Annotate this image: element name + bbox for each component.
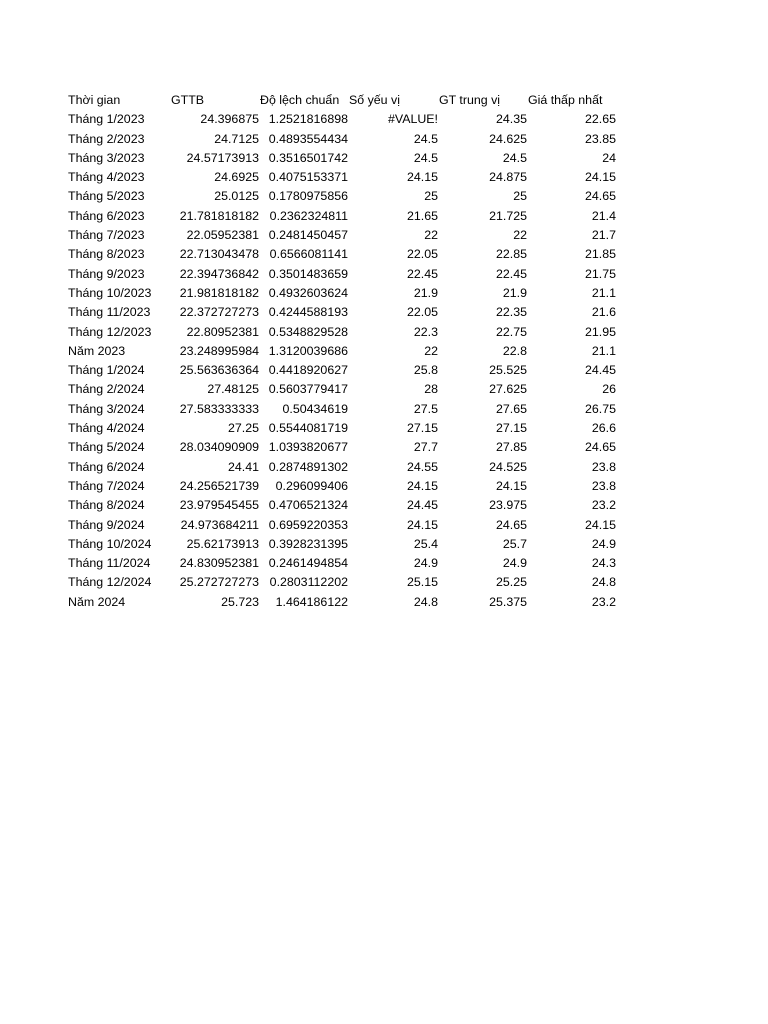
table-row bbox=[68, 400, 617, 419]
median-cell: 25.25 bbox=[495, 575, 527, 590]
std-dev-cell: 0.50434619 bbox=[282, 401, 348, 416]
mean-cell: 25.563636364 bbox=[179, 363, 259, 378]
mean-cell: 22.394736842 bbox=[179, 266, 259, 281]
time-cell: Tháng 8/2023 bbox=[68, 247, 145, 262]
mode-cell: 22.05 bbox=[406, 247, 438, 262]
time-cell: Tháng 4/2023 bbox=[68, 170, 145, 185]
table-row bbox=[68, 149, 617, 168]
std-dev-cell: 0.5603779417 bbox=[268, 382, 348, 397]
time-cell: Tháng 5/2024 bbox=[68, 440, 145, 455]
median-cell: 22.8 bbox=[502, 343, 527, 358]
statistics-table bbox=[68, 91, 617, 612]
mean-cell: 24.830952381 bbox=[179, 556, 259, 571]
time-cell: Tháng 6/2024 bbox=[68, 459, 145, 474]
mode-cell: 22.05 bbox=[406, 305, 438, 320]
std-dev-cell: 1.464186122 bbox=[275, 594, 348, 609]
std-dev-cell: 0.6959220353 bbox=[268, 517, 348, 532]
min-price-cell: 24.65 bbox=[584, 440, 616, 455]
min-price-cell: 24.65 bbox=[584, 189, 616, 204]
median-cell: 25.375 bbox=[489, 594, 527, 609]
table-row bbox=[68, 303, 617, 322]
time-cell: Tháng 2/2024 bbox=[68, 382, 145, 397]
mode-cell: 22 bbox=[424, 228, 438, 243]
header-median: GT trung vị bbox=[439, 93, 501, 107]
median-cell: 27.65 bbox=[495, 401, 527, 416]
median-cell: 21.9 bbox=[502, 285, 527, 300]
table-row bbox=[68, 187, 617, 206]
time-cell: Năm 2023 bbox=[68, 343, 126, 358]
table-row bbox=[68, 245, 617, 264]
mode-cell: #VALUE! bbox=[387, 112, 438, 127]
table-row bbox=[68, 130, 617, 149]
mean-cell: 25.0125 bbox=[214, 189, 259, 204]
mean-cell: 24.7125 bbox=[214, 131, 259, 146]
std-dev-cell: 1.2521816898 bbox=[268, 112, 348, 127]
min-price-cell: 26.75 bbox=[584, 401, 616, 416]
min-price-cell: 23.8 bbox=[591, 478, 616, 493]
header-row bbox=[68, 91, 617, 110]
mean-cell: 27.25 bbox=[227, 421, 259, 436]
std-dev-cell: 0.2461494854 bbox=[268, 556, 348, 571]
median-cell: 22.45 bbox=[495, 266, 527, 281]
mode-cell: 22 bbox=[424, 343, 438, 358]
mode-cell: 21.9 bbox=[413, 285, 438, 300]
mean-cell: 24.256521739 bbox=[179, 478, 259, 493]
time-cell: Tháng 3/2023 bbox=[68, 150, 145, 165]
min-price-cell: 21.1 bbox=[591, 285, 616, 300]
time-cell: Tháng 3/2024 bbox=[68, 401, 145, 416]
std-dev-cell: 0.6566081141 bbox=[269, 247, 348, 262]
mean-cell: 27.583333333 bbox=[179, 401, 259, 416]
median-cell: 24.875 bbox=[489, 170, 527, 185]
header-time: Thời gian bbox=[68, 93, 121, 107]
table-row bbox=[68, 226, 617, 245]
table-row bbox=[68, 438, 617, 457]
table-body bbox=[68, 110, 617, 612]
mean-cell: 25.723 bbox=[221, 594, 259, 609]
mode-cell: 24.55 bbox=[406, 459, 438, 474]
median-cell: 24.625 bbox=[489, 131, 527, 146]
table-row bbox=[68, 554, 617, 573]
time-cell: Tháng 11/2023 bbox=[68, 305, 151, 320]
median-cell: 24.5 bbox=[502, 150, 527, 165]
mean-cell: 24.396875 bbox=[200, 112, 259, 127]
mean-cell: 24.6925 bbox=[214, 170, 259, 185]
min-price-cell: 21.7 bbox=[591, 228, 616, 243]
time-cell: Tháng 7/2023 bbox=[68, 228, 145, 243]
table-row bbox=[68, 419, 617, 438]
min-price-cell: 24.9 bbox=[591, 536, 616, 551]
mode-cell: 24.45 bbox=[406, 498, 438, 513]
min-price-cell: 24.8 bbox=[591, 575, 616, 590]
header-min-price: Giá thấp nhất bbox=[528, 93, 603, 107]
time-cell: Tháng 1/2024 bbox=[68, 363, 145, 378]
std-dev-cell: 0.296099406 bbox=[275, 478, 348, 493]
header-mean: GTTB bbox=[171, 93, 205, 107]
table-row bbox=[68, 496, 617, 515]
mean-cell: 21.981818182 bbox=[179, 285, 259, 300]
mode-cell: 24.5 bbox=[413, 150, 438, 165]
mode-cell: 25.4 bbox=[413, 536, 438, 551]
mean-cell: 25.62173913 bbox=[186, 536, 259, 551]
mean-cell: 21.781818182 bbox=[179, 208, 259, 223]
median-cell: 24.9 bbox=[502, 556, 527, 571]
table-row bbox=[68, 265, 617, 284]
min-price-cell: 22.65 bbox=[584, 112, 616, 127]
mean-cell: 25.272727273 bbox=[179, 575, 259, 590]
min-price-cell: 21.95 bbox=[584, 324, 616, 339]
table-row bbox=[68, 535, 617, 554]
time-cell: Tháng 9/2023 bbox=[68, 266, 145, 281]
min-price-cell: 24 bbox=[602, 150, 616, 165]
mode-cell: 22.3 bbox=[413, 324, 438, 339]
std-dev-cell: 1.3120039686 bbox=[268, 343, 348, 358]
table-row bbox=[68, 207, 617, 226]
mean-cell: 22.05952381 bbox=[186, 228, 259, 243]
median-cell: 24.15 bbox=[495, 478, 527, 493]
table-row bbox=[68, 323, 617, 342]
table-row bbox=[68, 342, 617, 361]
median-cell: 24.35 bbox=[495, 112, 527, 127]
mean-cell: 22.372727273 bbox=[179, 305, 259, 320]
mode-cell: 25 bbox=[424, 189, 438, 204]
table-row bbox=[68, 573, 617, 592]
min-price-cell: 24.15 bbox=[584, 170, 616, 185]
std-dev-cell: 0.5348829528 bbox=[268, 324, 348, 339]
min-price-cell: 24.15 bbox=[584, 517, 616, 532]
time-cell: Tháng 7/2024 bbox=[68, 478, 145, 493]
mode-cell: 24.9 bbox=[413, 556, 438, 571]
median-cell: 22.35 bbox=[495, 305, 527, 320]
mean-cell: 22.80952381 bbox=[186, 324, 259, 339]
mean-cell: 22.713043478 bbox=[179, 247, 259, 262]
mode-cell: 27.15 bbox=[406, 421, 438, 436]
median-cell: 24.65 bbox=[495, 517, 527, 532]
table-row bbox=[68, 380, 617, 399]
table-row bbox=[68, 110, 617, 129]
mode-cell: 25.8 bbox=[413, 363, 438, 378]
min-price-cell: 21.85 bbox=[584, 247, 616, 262]
std-dev-cell: 0.4893554434 bbox=[268, 131, 348, 146]
min-price-cell: 23.8 bbox=[591, 459, 616, 474]
median-cell: 21.725 bbox=[489, 208, 527, 223]
mode-cell: 24.8 bbox=[413, 594, 438, 609]
std-dev-cell: 0.3501483659 bbox=[268, 266, 348, 281]
table-row bbox=[68, 516, 617, 535]
min-price-cell: 21.4 bbox=[591, 208, 616, 223]
time-cell: Tháng 4/2024 bbox=[68, 421, 145, 436]
std-dev-cell: 0.4418920627 bbox=[268, 363, 348, 378]
min-price-cell: 24.3 bbox=[591, 556, 616, 571]
min-price-cell: 23.85 bbox=[584, 131, 616, 146]
std-dev-cell: 0.1780975856 bbox=[268, 189, 348, 204]
table-row bbox=[68, 477, 617, 496]
time-cell: Tháng 6/2023 bbox=[68, 208, 145, 223]
mode-cell: 21.65 bbox=[406, 208, 438, 223]
median-cell: 22.75 bbox=[495, 324, 527, 339]
median-cell: 23.975 bbox=[489, 498, 527, 513]
min-price-cell: 24.45 bbox=[584, 363, 616, 378]
min-price-cell: 26.6 bbox=[591, 421, 616, 436]
time-cell: Tháng 2/2023 bbox=[68, 131, 145, 146]
std-dev-cell: 0.3928231395 bbox=[268, 536, 348, 551]
min-price-cell: 23.2 bbox=[591, 594, 616, 609]
time-cell: Tháng 12/2024 bbox=[68, 575, 152, 590]
mode-cell: 27.7 bbox=[413, 440, 438, 455]
std-dev-cell: 0.4932603624 bbox=[268, 285, 348, 300]
mode-cell: 24.15 bbox=[406, 517, 438, 532]
header-mode: Số yếu vị bbox=[349, 93, 400, 107]
mean-cell: 23.979545455 bbox=[179, 498, 259, 513]
std-dev-cell: 0.3516501742 bbox=[268, 150, 348, 165]
mode-cell: 28 bbox=[424, 382, 438, 397]
median-cell: 24.525 bbox=[489, 459, 527, 474]
mode-cell: 24.15 bbox=[406, 170, 438, 185]
time-cell: Tháng 10/2024 bbox=[68, 536, 152, 551]
min-price-cell: 21.6 bbox=[591, 305, 616, 320]
mean-cell: 27.48125 bbox=[207, 382, 259, 397]
time-cell: Tháng 8/2024 bbox=[68, 498, 145, 513]
std-dev-cell: 0.5544081719 bbox=[268, 421, 348, 436]
table-row bbox=[68, 458, 617, 477]
time-cell: Tháng 5/2023 bbox=[68, 189, 145, 204]
std-dev-cell: 0.2481450457 bbox=[268, 228, 348, 243]
mean-cell: 23.248995984 bbox=[179, 343, 259, 358]
min-price-cell: 26 bbox=[602, 382, 616, 397]
min-price-cell: 21.1 bbox=[591, 343, 616, 358]
min-price-cell: 21.75 bbox=[584, 266, 616, 281]
table-row bbox=[68, 593, 617, 612]
table-row bbox=[68, 284, 617, 303]
std-dev-cell: 0.4244588193 bbox=[268, 305, 348, 320]
time-cell: Năm 2024 bbox=[68, 594, 126, 609]
mode-cell: 22.45 bbox=[406, 266, 438, 281]
mode-cell: 25.15 bbox=[406, 575, 438, 590]
median-cell: 27.15 bbox=[495, 421, 527, 436]
std-dev-cell: 0.2874891302 bbox=[268, 459, 348, 474]
median-cell: 27.625 bbox=[489, 382, 527, 397]
min-price-cell: 23.2 bbox=[591, 498, 616, 513]
std-dev-cell: 0.4075153371 bbox=[268, 170, 348, 185]
time-cell: Tháng 11/2024 bbox=[68, 556, 151, 571]
std-dev-cell: 0.4706521324 bbox=[268, 498, 348, 513]
median-cell: 25.7 bbox=[502, 536, 527, 551]
mean-cell: 24.973684211 bbox=[180, 517, 259, 532]
std-dev-cell: 0.2803112202 bbox=[269, 575, 348, 590]
std-dev-cell: 0.2362324811 bbox=[269, 208, 348, 223]
mode-cell: 27.5 bbox=[413, 401, 438, 416]
mean-cell: 24.41 bbox=[227, 459, 259, 474]
mean-cell: 28.034090909 bbox=[179, 440, 259, 455]
median-cell: 22.85 bbox=[495, 247, 527, 262]
time-cell: Tháng 1/2023 bbox=[68, 112, 145, 127]
median-cell: 25.525 bbox=[489, 363, 527, 378]
table-row bbox=[68, 168, 617, 187]
time-cell: Tháng 12/2023 bbox=[68, 324, 152, 339]
std-dev-cell: 1.0393820677 bbox=[268, 440, 348, 455]
header-std-dev: Độ lệch chuẩn bbox=[260, 93, 340, 107]
mode-cell: 24.15 bbox=[406, 478, 438, 493]
median-cell: 22 bbox=[513, 228, 527, 243]
spreadsheet-page bbox=[68, 91, 617, 612]
table-header bbox=[68, 91, 617, 110]
table-row bbox=[68, 361, 617, 380]
mean-cell: 24.57173913 bbox=[186, 150, 259, 165]
median-cell: 27.85 bbox=[495, 440, 527, 455]
time-cell: Tháng 10/2023 bbox=[68, 285, 152, 300]
mode-cell: 24.5 bbox=[413, 131, 438, 146]
time-cell: Tháng 9/2024 bbox=[68, 517, 145, 532]
median-cell: 25 bbox=[513, 189, 527, 204]
